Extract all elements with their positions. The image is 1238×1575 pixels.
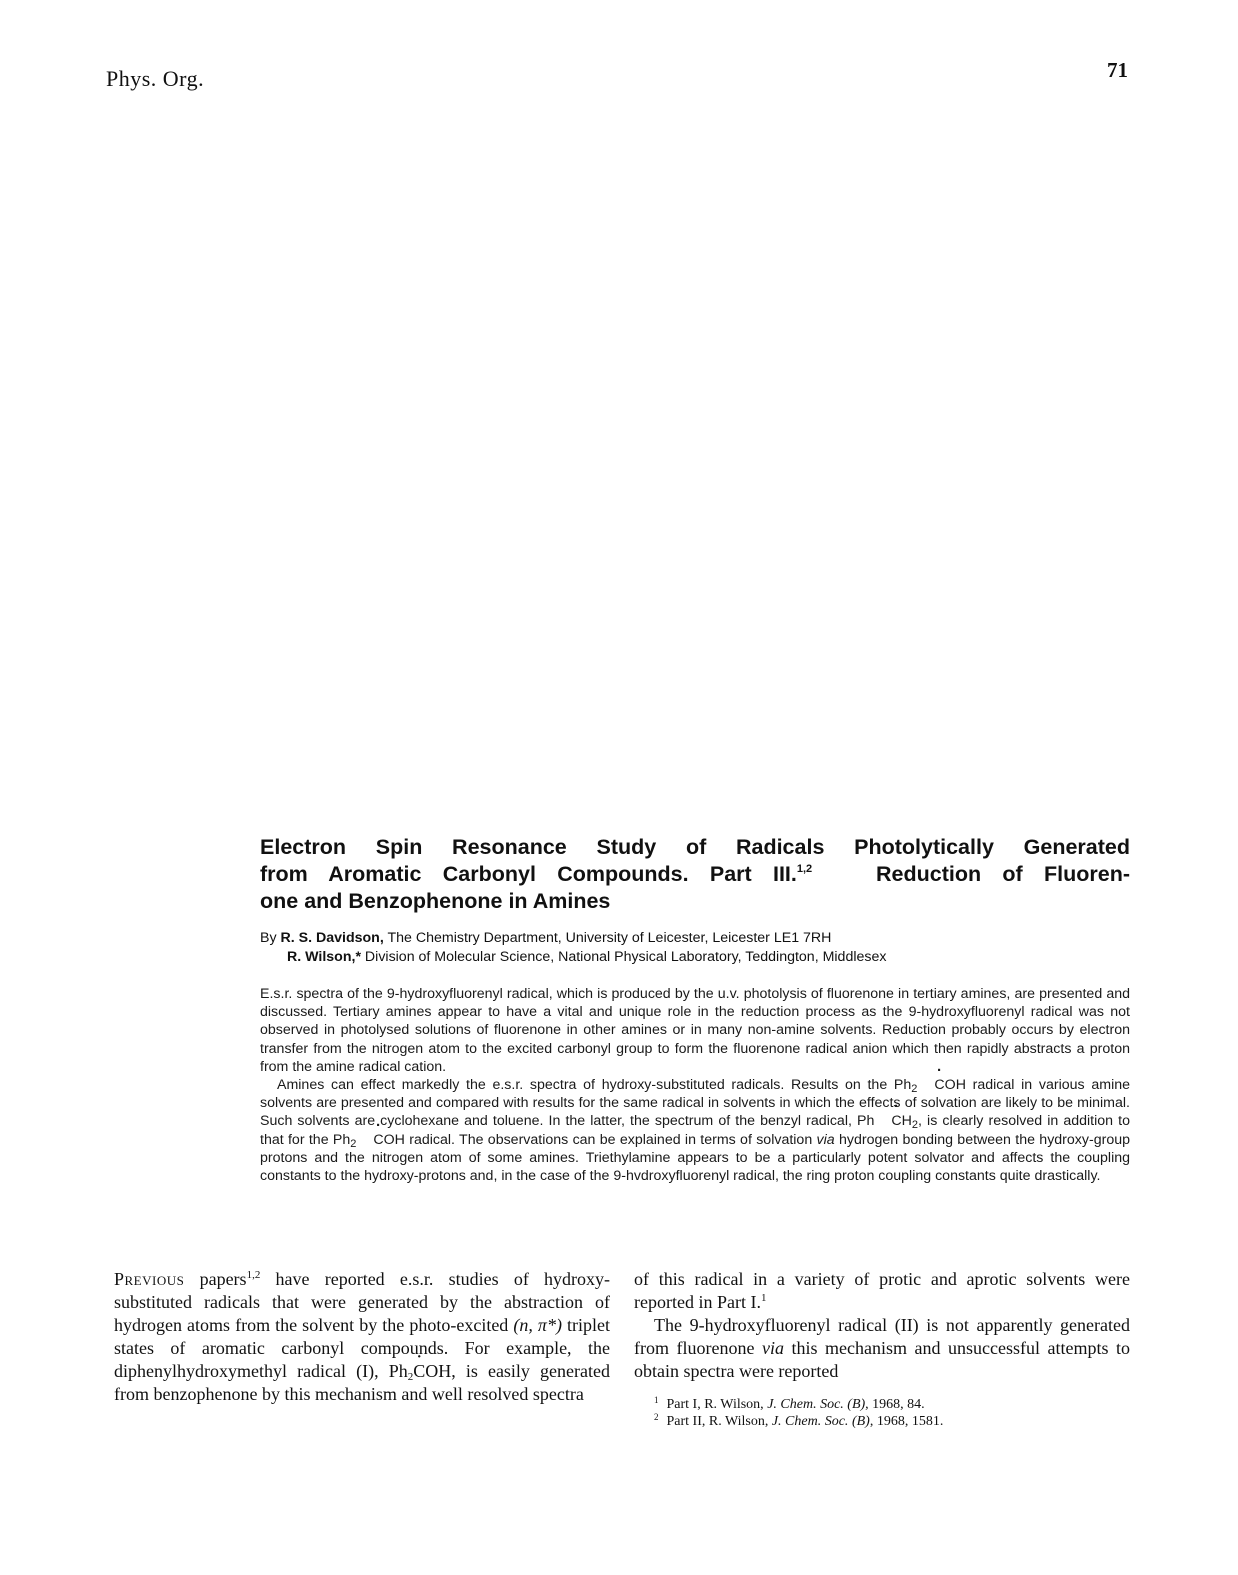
body-text: triplet states of aromatic carbonyl compounds. For example, the diphenylhydroxymethyl radical (I), Ph — [114, 1315, 610, 1381]
title-line-2-tail: Reduction of Fluoren- — [876, 862, 1130, 886]
abstract-italic: via — [816, 1131, 835, 1148]
radical-carbon: · C — [413, 1360, 425, 1383]
body-text: have reported e.s.r. studies of hydroxy-substituted radicals that were generated by the abstraction of hydrogen atoms from the solvent by the photo-excited — [114, 1269, 611, 1335]
abstract-text: Amines can effect markedly the e.s.r. spectra of hydroxy-substituted radicals. Results on the Ph — [277, 1077, 912, 1094]
abstract-paragraph-1: E.s.r. spectra of the 9-hydroxyfluorenyl radical, which is produced by the u.v. photolysis of fluorenone in tertiary amines, are presented and discussed. Tertiary amines appear to have a vital and unique role in the reduction process as the 9-hydroxyfluorenyl radical was not observed in photolysed solutions of fluorenone in other amines or in many non-amine solvents. Reduction probably occurs by electron transfer from the nitrogen atom to the excited carbonyl group to form the fluorenone radical anion which then rapidly abstracts a proton from the amine radical cation. — [260, 986, 1130, 1075]
body-paragraph — [634, 1268, 1130, 1314]
author-line-2 — [260, 948, 1130, 967]
body-paragraph — [114, 1268, 610, 1406]
title-line-2 — [260, 861, 1130, 888]
reference-marker: 1,2 — [246, 1269, 261, 1281]
body-text: papers — [199, 1269, 247, 1289]
reference-marker: 1 — [760, 1292, 767, 1304]
subscript: 2 — [350, 1137, 357, 1150]
author-line-1 — [260, 929, 1130, 948]
subscript: 2 — [407, 1371, 414, 1383]
body-italic: (n, π*) — [513, 1315, 562, 1335]
subscript: 2 — [911, 1119, 918, 1132]
footnote-series: (B) — [851, 1414, 870, 1429]
article-title — [260, 834, 1130, 915]
body-paragraph — [634, 1314, 1130, 1383]
body-text: of this radical in a variety of protic and aprotic solvents were reported in Part I. — [634, 1269, 1130, 1312]
title-line-1: Electron Spin Resonance Study of Radicals Photolytically Generated — [260, 835, 1130, 859]
footnote-rest: , 1968, 1581. — [869, 1414, 944, 1429]
abstract-text: OH radical in various amine solvents are presented and compared with results for the same radical in solvents in which the effects of solvation are likely to be minimal. Such solvents are cyclohexane and toluene. In the latter, the spectrum of the benzyl radical, Ph — [260, 1077, 1130, 1130]
footnote-text: Part II, R. Wilson, — [666, 1414, 769, 1429]
radical-carbon: · C — [356, 1131, 383, 1149]
footnote-2 — [654, 1413, 1134, 1430]
body-text: The 9-hydroxyfluorenyl radical (II) is not apparently generated from fluorenone — [634, 1315, 1130, 1358]
small-caps-lead: Previous — [114, 1269, 185, 1289]
footnote-text: Part I, R. Wilson, — [666, 1397, 764, 1412]
footnote-series: (B) — [847, 1397, 866, 1412]
abstract-text: H — [901, 1113, 912, 1130]
body-italic: via — [761, 1338, 784, 1358]
page-number: 71 — [1107, 58, 1128, 82]
title-line-3: one and Benzophenone in Amines — [260, 889, 611, 913]
body-text: OH, is easily generated from benzophenone by this mechanism and well resolved spectra — [114, 1361, 610, 1404]
footnote-journal: J. Chem. Soc. — [771, 1414, 849, 1429]
abstract-paragraph-2 — [260, 1076, 1130, 1185]
footnote-number: 1 — [654, 1395, 659, 1405]
author-name-1: R. S. Davidson, — [280, 930, 384, 946]
title-part-refs: 1,2 — [796, 863, 813, 875]
author-affiliation-2: Division of Molecular Science, National Physical Laboratory, Teddington, Middlesex — [364, 949, 887, 965]
body-text: this mechanism and unsuccessful attempts to obtain spectra were reported — [634, 1338, 1130, 1381]
author-affiliation-1: The Chemistry Department, University of Leicester, Leicester LE1 7RH — [387, 930, 832, 946]
abstract — [260, 985, 1130, 1185]
radical-carbon: · C — [917, 1076, 944, 1094]
title-line-2-text: from Aromatic Carbonyl Compounds. Part III. — [260, 862, 797, 886]
body-column-left — [114, 1268, 610, 1406]
abstract-text: OH radical. The observations can be explained in terms of solvation — [383, 1131, 813, 1148]
subscript: 2 — [911, 1083, 918, 1096]
abstract-text: hydrogen bonding between the hydroxy-group protons and the nitrogen atom of some amines. Triethylamine appears to be a particularly potent solvator and affects the coupling constants to the hydroxy-protons and, in the case of the 9-hvdroxyfluorenyl radical, the ring proton coupling constants quite drastically. — [260, 1131, 1130, 1185]
body-column-right — [634, 1268, 1130, 1383]
footnote-rest: , 1968, 84. — [865, 1397, 925, 1412]
footnote-journal: J. Chem. Soc. — [767, 1397, 844, 1412]
running-head: Phys. Org. — [106, 66, 205, 91]
author-block — [260, 929, 1130, 967]
abstract-text: , is clearly resolved in addition to that for the Ph — [260, 1113, 1130, 1148]
footnote-number: 2 — [654, 1412, 659, 1422]
by-label: By — [260, 930, 277, 946]
radical-carbon: · C — [874, 1112, 901, 1130]
footnotes — [654, 1396, 1134, 1430]
footnote-1 — [654, 1396, 1134, 1413]
author-name-2: R. Wilson,* — [287, 949, 361, 965]
